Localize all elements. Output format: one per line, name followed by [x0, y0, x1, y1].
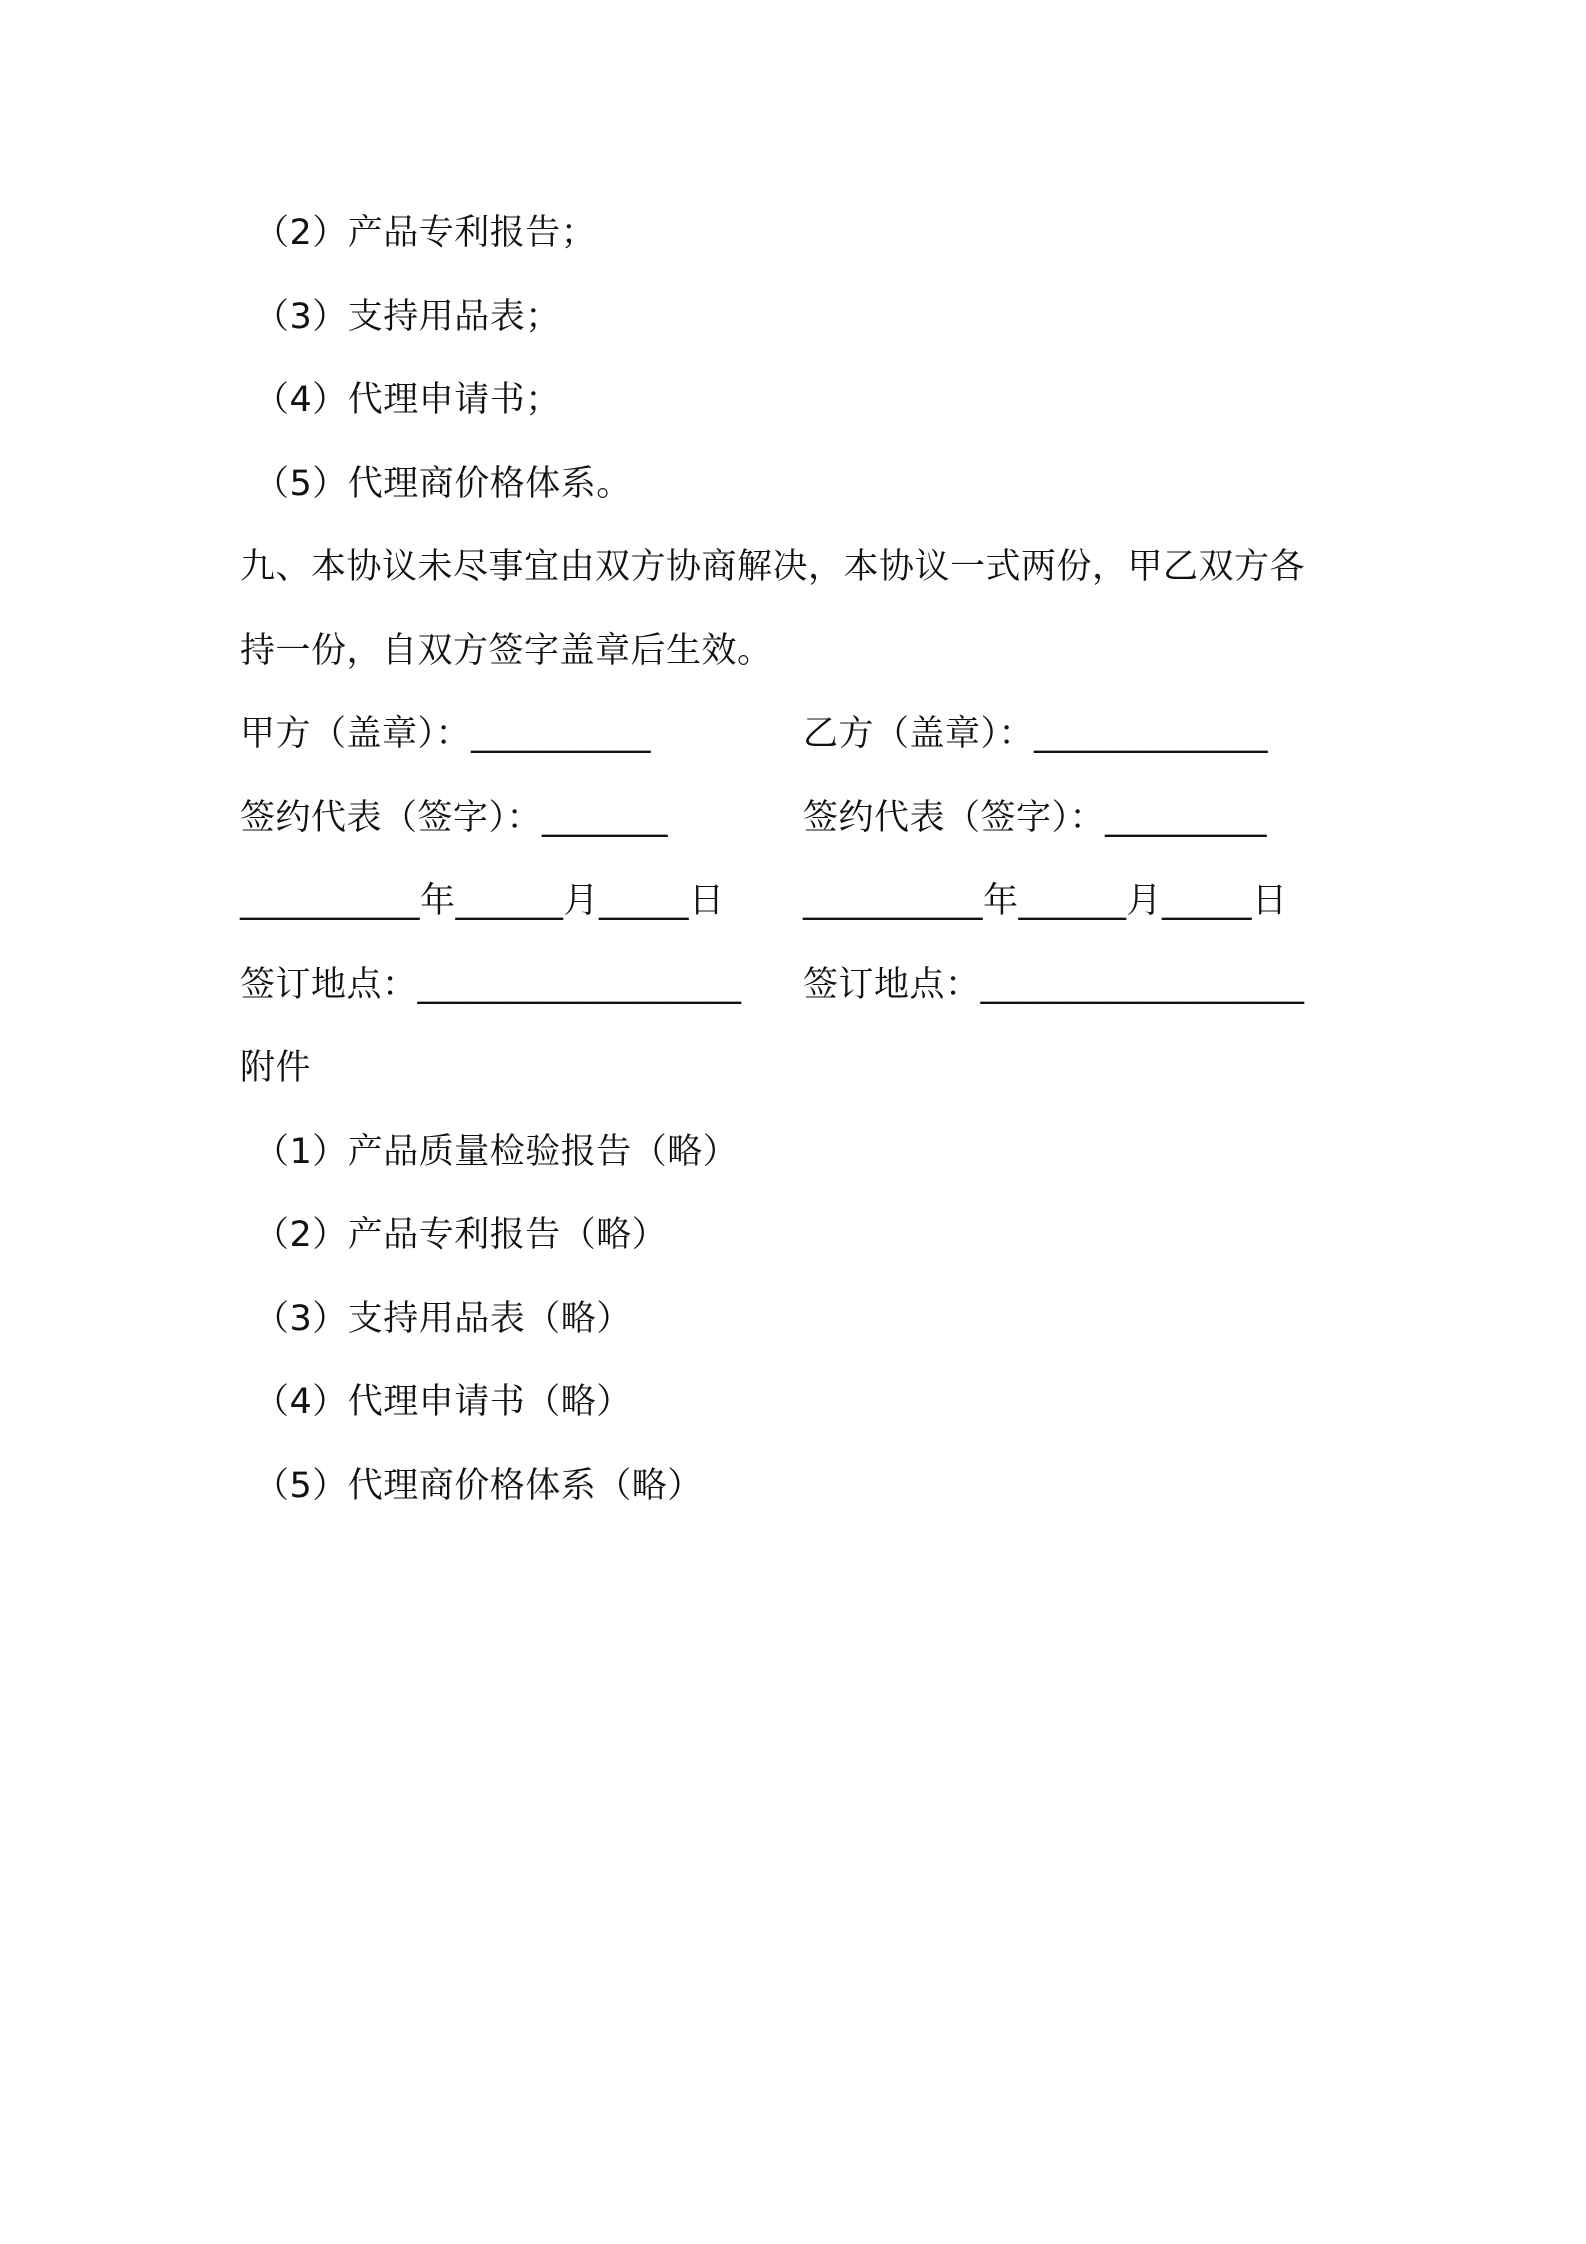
- party-b-date-field: __________年______月_____日: [803, 881, 1288, 921]
- document-body: [240, 192, 1370, 1528]
- date-row: [240, 860, 1370, 944]
- party-b-place-field: 签订地点：__________________: [803, 964, 1305, 1005]
- attachment-item: （3）支持用品表（略）: [254, 1298, 632, 1339]
- seal-row: [240, 693, 1370, 777]
- attachment-item: （1）产品质量检验报告（略）: [254, 1131, 739, 1172]
- representative-row: [240, 777, 1370, 861]
- party-b-representative-field: 签约代表（签字）：_________: [803, 797, 1268, 838]
- list-item: （4）代理申请书；: [254, 380, 561, 420]
- party-b-seal-field: 乙方（盖章）：_____________: [803, 714, 1269, 754]
- place-row: [240, 944, 1370, 1028]
- attachment-item: （4）代理申请书（略）: [254, 1382, 632, 1422]
- clause-nine-line-1: 九、本协议未尽事宜由双方协商解决，本协议一式两份，甲乙双方各: [240, 547, 1306, 587]
- party-a-seal-field: 甲方（盖章）：__________: [240, 714, 652, 754]
- party-a-date-field: __________年______月_____日: [240, 881, 725, 921]
- attachments-title: 附件: [240, 1048, 312, 1088]
- attachment-item: （5）代理商价格体系（略）: [254, 1465, 703, 1506]
- party-a-place-field: 签订地点：__________________: [240, 964, 742, 1005]
- party-a-representative-field: 签约代表（签字）：_______: [240, 797, 669, 838]
- list-item: （5）代理商价格体系。: [254, 463, 632, 504]
- list-item: （2）产品专利报告；: [254, 213, 597, 253]
- list-item: （3）支持用品表；: [254, 296, 561, 337]
- attachment-item: （2）产品专利报告（略）: [254, 1215, 668, 1255]
- clause-nine-line-2: 持一份，自双方签字盖章后生效。: [240, 630, 773, 671]
